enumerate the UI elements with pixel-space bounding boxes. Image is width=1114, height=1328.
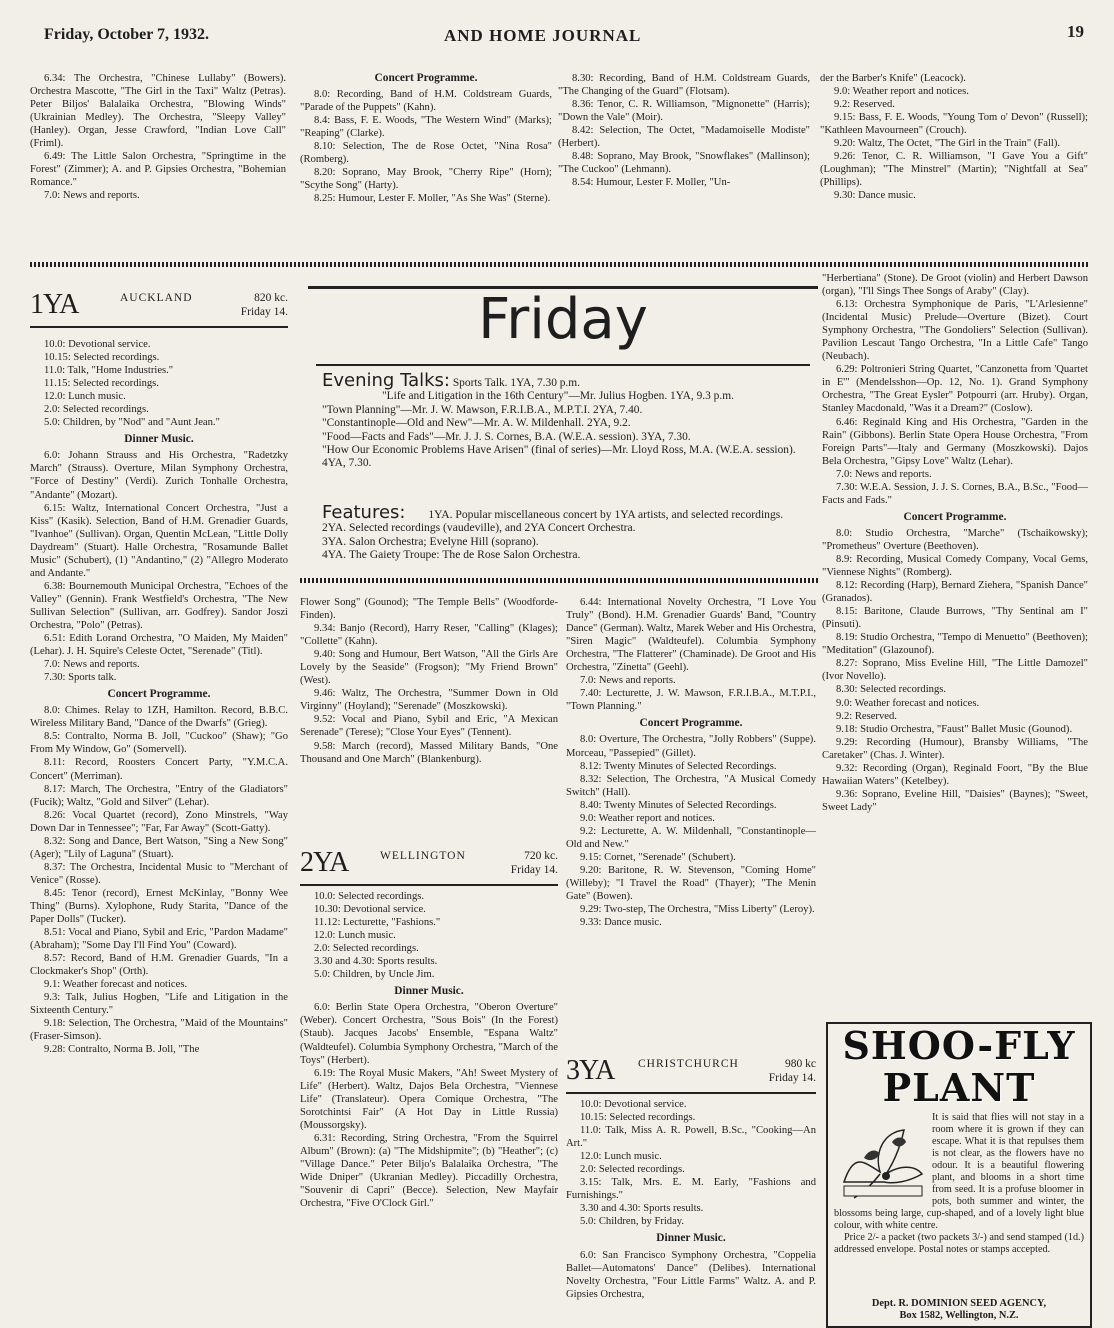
programme-item: 8.10: Selection, The de Rose Octet, "Nina Rosa" (Romberg). (300, 141, 552, 166)
programme-item: 9.58: March (record), Massed Military Bands, "One Thousand and One March" (Blankenburg). (300, 740, 558, 765)
programme-item: 5.0: Children, by Friday. (580, 1216, 685, 1228)
christchurch-continued-column (822, 272, 1088, 1016)
programme-item: 12.0: Lunch music. (314, 930, 396, 942)
programme-item: 8.19: Studio Orchestra, "Tempo di Menuetto" (Beethoven); "Meditation" (Glazounof). (822, 632, 1088, 657)
programme-item: 11.15: Selected recordings. (44, 378, 159, 390)
section-heading: Dinner Music. (124, 433, 194, 446)
programme-item: 9.28: Contralto, Norma B. Joll, "The (44, 1044, 200, 1056)
station-code: 2YA (300, 847, 349, 878)
dotted-divider (300, 578, 818, 583)
programme-item: 3.30 and 4.30: Sports results. (314, 956, 438, 968)
programme-item: 10.0: Devotional service. (580, 1099, 687, 1110)
feature-item: 1YA. Popular miscellaneous concert by 1YA artists, and selected recordings. (428, 508, 784, 521)
top-column-1 (30, 72, 286, 258)
programme-item: 6.31: Recording, String Orchestra, "From the Squirrel Album" (Brown): (a) "The Midshipmite"; (b) "Heather"; (c) "Village Dance." Peter Biljo's Balalaika Orchestra, "The Wide Dniper" (Ukranian Medley). Piccadilly Orchestra, "Souvenir di Capri" (Becce). Selection, New Mayfair Orchestra, "Five O'Clock Girl." (300, 1132, 558, 1210)
programme-item: 8.12: Recording (Harp), Bernard Ziehera, "Spanish Dance" (Granados). (822, 580, 1088, 605)
programme-item: 8.42: Selection, The Octet, "Madamoiselle Modiste" (Herbert). (558, 125, 810, 150)
programme-item: 8.57: Record, Band of H.M. Grenadier Guards, "In a Clockmaker's Shop" (Orth). (30, 953, 288, 978)
features-label: Features: (322, 502, 406, 523)
programme-item: 8.4: Bass, F. E. Woods, "The Western Wind" (Marks); "Reaping" (Clarke). (300, 115, 552, 140)
friday-title: Friday (478, 287, 648, 352)
section-heading: Concert Programme. (903, 510, 1007, 523)
section-heading: Concert Programme. (639, 717, 743, 730)
programme-item: 9.32: Recording (Organ), Reginald Foort, "By the Blue Hawaiian Waters" (Ketelbey). (822, 762, 1088, 787)
programme-item: 10.0: Selected recordings. (314, 891, 425, 902)
programme-item: 6.34: The Orchestra, "Chinese Lullaby" (Bowers). Orchestra Mascotte, "The Girl in the Taxi" Waltz (Petras). Peter Biljos' Balalaika Orchestra, "Blowing Winds" (Ukrainian Medley). The Orchestra, "Sleepy Valley" (Hanley). Organ, Jesse Crawford, "Indian Love Call" (Friml). (30, 73, 286, 150)
evening-talks-label: Evening Talks: (322, 370, 450, 391)
features (322, 502, 808, 562)
programme-item: 7.0: News and reports. (580, 675, 676, 687)
programme-item: 8.0: Recording, Band of H.M. Coldstream Guards, "Parade of the Puppets" (Kahn). (300, 89, 552, 114)
programme-item: 9.0: Weather report and notices. (580, 812, 715, 824)
programme-item: 5.0: Children, by "Nod" and "Aunt Jean." (44, 417, 220, 429)
flower-icon (834, 1112, 930, 1208)
advert-description: It is said that flies will not stay in a room where it is grown if they can escape. What it is that repulses them is not clear, as the flowers have no odour. It is a beautiful flowering plant, and blooms in a short time from seed. It is a profuse bloomer in pots, both summer and winter, the blossoms being large, cup-shaped, and of a lovely light blue colour, with white centre. (834, 1112, 1084, 1231)
station-header-2ya (300, 848, 558, 888)
section-heading: Dinner Music. (656, 1232, 726, 1245)
programme-item: 9.33: Dance music. (580, 917, 662, 929)
station-day: Friday 14. (510, 864, 558, 876)
programme-item: 9.2: Reserved. (834, 99, 895, 111)
programme-item: 9.30: Dance music. (834, 190, 916, 202)
programme-item: 10.30: Devotional service. (314, 904, 426, 916)
programme-item: 9.20: Waltz, The Octet, "The Girl in the Train" (Fall). (834, 138, 1061, 150)
advert-agency: Dept. R. DOMINION SEED AGENCY, (871, 1298, 1047, 1309)
programme-item: 8.12: Twenty Minutes of Selected Recordings. (580, 760, 777, 772)
advert-title: SHOO-FLY (842, 1023, 1076, 1068)
advert-footer (832, 1298, 1086, 1322)
programme-item: 8.27: Soprano, Miss Eveline Hill, "The Little Damozel" (Ivor Novello). (822, 658, 1088, 683)
programme-item: 8.26: Vocal Quartet (record), Zono Minstrels, "Way Down Dar in Tennessee"; "Far, Far Away" (Scott-Gatty). (30, 809, 288, 834)
programme-item: 7.40: Lecturette, J. W. Mawson, F.R.I.B.A., M.T.P.I., "Town Planning." (566, 688, 816, 713)
programme-item: 9.15: Bass, F. E. Woods, "Young Tom o' Devon" (Russell); "Kathleen Mavourneen" (Crouch). (820, 112, 1088, 137)
programme-item: 9.0: Weather report and notices. (834, 86, 969, 98)
programme-item: 9.29: Recording (Humour), Bransby Williams, "The Caretaker" (Chas. J. Winter). (822, 736, 1088, 761)
dotted-divider (30, 262, 1088, 267)
advert-body (834, 1112, 1084, 1256)
programme-item: 6.0: San Francisco Symphony Orchestra, "Coppelia Ballet—Automatons' Dance" (Delibes). International Novelty Orchestra, "Four Little Farms" Waltz. A. and P. Gipsies Orchestra, (566, 1249, 816, 1300)
programme-item: 6.44: International Novelty Orchestra, "I Love You Truly" (Bond). H.M. Grenadier Guards' Band, "Country Dance" (German). Waltz, Marek Weber and His Orchestra, "Siren Magic" (Waldteufel). Columbia Symphony Orchestra, "The Flatterer" (Chaminade). De Groot and His Orchestra, "Zinetta" (Geehl). (566, 597, 816, 674)
section-heading: Concert Programme. (374, 72, 478, 84)
programme-item: 9.29: Two-step, The Orchestra, "Miss Liberty" (Leroy). (580, 904, 815, 916)
section-heading: Dinner Music. (394, 985, 464, 998)
wellington-column (300, 890, 558, 1324)
talk-item: "Constantinople—Old and New"—Mr. A. W. Mildenhall. 2YA, 9.2. (322, 417, 631, 430)
friday-feature-box (308, 270, 818, 588)
programme-item: 8.30: Recording, Band of H.M. Coldstream Guards, "The Changing of the Guard" (Flotsam). (558, 73, 810, 98)
programme-item: 5.0: Children, by Uncle Jim. (314, 969, 435, 981)
programme-item: 8.36: Tenor, C. R. Williamson, "Mignonette" (Harris); "Down the Vale" (Moir). (558, 99, 810, 124)
station-day: Friday 14. (768, 1072, 816, 1084)
top-column-2 (300, 72, 552, 258)
programme-item: 7.30: W.E.A. Session, J. J. S. Cornes, B.A., B.Sc., "Food—Facts and Fads." (822, 481, 1088, 506)
programme-item: 11.0: Talk, Miss A. R. Powell, B.Sc., "Cooking—An Art." (566, 1125, 816, 1150)
programme-item: 9.18: Studio Orchestra, "Faust" Ballet Music (Gounod). (836, 723, 1073, 735)
programme-item: 8.11: Record, Roosters Concert Party, "Y.M.C.A. Concert" (Merriman). (30, 757, 288, 782)
talk-item: Sports Talk. 1YA, 7.30 p.m. (452, 377, 580, 389)
feature-item: 2YA. Selected recordings (vaudeville), and 2YA Concert Orchestra. (322, 521, 636, 535)
station-frequency: 720 kc. (524, 850, 558, 862)
programme-item: 8.40: Twenty Minutes of Selected Recordings. (580, 799, 777, 811)
programme-item: 8.0: Overture, The Orchestra, "Jolly Robbers" (Suppe). Morceau, "Passepied" (Gillet). (566, 734, 816, 759)
station-code: 1YA (30, 289, 79, 320)
programme-item: 9.2: Lecturette, A. W. Mildenhall, "Constantinople—Old and New." (566, 825, 816, 850)
programme-item: 8.45: Tenor (record), Ernest McKinlay, "Bonny Wee Thing" (Burns). Xylophone, Rudy Starita, "Dance of the Paper Dolls" (Tucker). (30, 887, 288, 926)
programme-item: 6.19: The Royal Music Makers, "Ah! Sweet Mystery of Life" (Herbert). Waltz, Dajos Bela Orchestra, "Viennese Life" (Translateur). Opera Comique Orchestra, "The Sorotchintsi Fair" (A Hot Day in Little Russia) (Moussorgsky). (300, 1067, 558, 1131)
station-frequency: 820 kc. (254, 292, 288, 304)
programme-item: 7.0: News and reports. (44, 190, 140, 202)
programme-item: 9.46: Waltz, The Orchestra, "Summer Down in Old Virginny" (Hoyland); "Serenade" (Moszkowski). (300, 688, 558, 713)
programme-item: 8.5: Contralto, Norma B. Joll, "Cuckoo" (Shaw); "Go From My Window, Go" (Somervell). (30, 731, 288, 756)
station-frequency: 980 kc (785, 1058, 816, 1070)
programme-item: 8.9: Recording, Musical Comedy Company, Vocal Gems, "Viennese Nights" (Romberg). (822, 553, 1088, 579)
programme-item: 9.36: Soprano, Eveline Hill, "Daisies" (Baynes); "Sweet, Sweet Lady" (822, 788, 1088, 813)
programme-item: 8.30: Selected recordings. (836, 684, 947, 696)
programme-item: 6.46: Reginald King and His Orchestra, "Garden in the Rain" (Gibbons). Berlin State Opera House Orchestra, "From Foreign Parts"—Italy and Germany (Moszkowski). Dajos Bela Orchestra, "Gipsy Love" Waltz (Lehar). (822, 416, 1088, 467)
station-city: WELLINGTON (380, 850, 466, 862)
talk-item: "Life and Litigation in the 16th Century"—Mr. Julius Hogben. 1YA, 9.3 p.m. (382, 390, 734, 403)
rule-line (300, 884, 558, 886)
programme-item: 9.15: Cornet, "Serenade" (Schubert). (580, 851, 736, 863)
programme-item: 8.48: Soprano, May Brook, "Snowflakes" (Mallinson); "The Cuckoo" (Lehmann). (558, 151, 810, 176)
issue-date: Friday, October 7, 1932. (44, 26, 210, 43)
advert-price: Price 2/- a packet (two packets 3/-) and send stamped (1d.) addressed envelope. Postal notes or stamps accepted. (834, 1232, 1084, 1255)
flower-illustration (834, 1112, 932, 1208)
programme-item: 8.15: Baritone, Claude Burrows, "Thy Sentinal am I" (Pinsuti). (822, 606, 1088, 631)
programme-item: 9.2: Reserved. (836, 710, 897, 722)
talk-item: "Town Planning"—Mr. J. W. Mawson, F.R.I.B.A., M.P.T.I. 2YA, 7.40. (322, 403, 643, 416)
feature-item: 3YA. Salon Orchestra; Evelyne Hill (soprano). (322, 534, 539, 548)
programme-item: 9.52: Vocal and Piano, Sybil and Eric, "A Mexican Serenade" (Terese); "Close Your Eyes" (Tennent). (300, 714, 558, 739)
programme-item: 8.32: Song and Dance, Bert Watson, "Sing a New Song" (Ager); "Lily of Laguna" (Stuart). (30, 835, 288, 860)
programme-item: 12.0: Lunch music. (580, 1151, 662, 1163)
shoo-fly-plant-advert (826, 1022, 1092, 1328)
top-column-3 (558, 72, 810, 258)
programme-item: 10.15: Selected recordings. (580, 1112, 696, 1124)
station-header-3ya (566, 1056, 816, 1096)
programme-item: 9.20: Baritone, R. W. Stevenson, "Coming Home" (Willeby); "I Travel the Road" (Thayer); "The Menin Gate" (Bowen). (566, 864, 816, 903)
programme-item: 7.0: News and reports. (836, 468, 932, 480)
programme-item: 8.17: March, The Orchestra, "Entry of the Gladiators" (Fucik); Waltz, "Gold and Silver" (Lehar). (30, 783, 288, 808)
programme-item: 7.0: News and reports. (44, 659, 140, 671)
rule-line (30, 326, 288, 328)
wellington-continued-column (566, 596, 816, 1036)
christchurch-column (566, 1098, 816, 1324)
programme-item: 9.1: Weather forecast and notices. (44, 979, 188, 991)
programme-item: 9.3: Talk, Julius Hogben, "Life and Litigation in the Sixteenth Century." (30, 992, 288, 1017)
programme-item: 8.0: Studio Orchestra, "Marche" (Tschaikowsky); "Prometheus" Overture (Beethoven). (822, 527, 1088, 552)
programme-item: der the Barber's Knife" (Leacock). (820, 73, 966, 84)
journal-title: AND HOME JOURNAL (444, 26, 642, 45)
programme-item: 10.15: Selected recordings. (44, 352, 160, 364)
programme-item: 11.0: Talk, "Home Industries." (44, 365, 174, 377)
station-city: CHRISTCHURCH (638, 1058, 739, 1070)
station-city: AUCKLAND (120, 292, 193, 304)
evening-talks (322, 370, 808, 471)
programme-item: 8.25: Humour, Lester F. Moller, "As She Was" (Sterne). (314, 193, 551, 205)
programme-item: 8.51: Vocal and Piano, Sybil and Eric, "Pardon Madame" (Abraham); "Some Day I'll Find You" (Coward). (30, 927, 288, 952)
rule-line (316, 364, 810, 366)
page-header (44, 22, 1084, 46)
advert-title: PLANT (882, 1065, 1036, 1110)
programme-item: 8.32: Selection, The Orchestra, "A Musical Comedy Switch" (Hall). (566, 773, 816, 798)
programme-item: 6.49: The Little Salon Orchestra, "Springtime in the Forest" (Zimmer); A. and P. Gipsies Orchestra, "Bohemian Romance." (30, 151, 286, 189)
programme-item: 6.13: Orchestra Symphonique de Paris, "L'Arlesienne" (Incidental Music) Prelude—Overture (Bizet). Court Symphony Orchestra, "The Gondoliers" Selection (Sullivan). Pavilion Lescaut Tango Orchestra, "In a Little Cafe" Tango (Neubach). (822, 299, 1088, 363)
programme-item: 9.34: Banjo (Record), Harry Reser, "Calling" (Klages); "Collette" (Kahn). (300, 623, 558, 648)
programme-item: 8.20: Soprano, May Brook, "Cherry Ripe" (Horn); "Scythe Song" (Harty). (300, 167, 552, 192)
programme-item: 2.0: Selected recordings. (580, 1164, 685, 1176)
programme-item: 12.0: Lunch music. (44, 391, 126, 403)
programme-item: "Herbertiana" (Stone). De Groot (violin) and Herbert Dawson (organ), "I'll Sings Thee Songs of Araby" (Clay). (822, 273, 1088, 298)
programme-item: 11.12: Lecturette, "Fashions." (314, 917, 441, 929)
programme-item: 6.29: Poltronieri String Quartet, "Canzonetta from 'Quartet in E'" (Mendelsshon—Op. 12, No. 1). Grand Symphony Orchestra, "The Great Eysler" Potpourri (arr. Hruby). Organ, Stanley Macdonald, "Was it a Dream?" (Coslow). (822, 364, 1088, 415)
programme-item: 2.0: Selected recordings. (44, 404, 149, 416)
rule-line (566, 1092, 816, 1094)
programme-item: 9.0: Weather forecast and notices. (836, 697, 980, 709)
page-number: 19 (1067, 22, 1084, 41)
programme-item: 3.15: Talk, Mrs. E. M. Early, "Fashions and Furnishings." (566, 1177, 816, 1202)
auckland-column (30, 338, 288, 1324)
talk-item: "Food—Facts and Fads"—Mr. J. J. S. Cornes, B.A. (W.E.A. session). 3YA, 7.30. (322, 430, 691, 443)
programme-item: 3.30 and 4.30: Sports results. (580, 1203, 704, 1215)
programme-item: 10.0: Devotional service. (44, 339, 151, 350)
programme-item: 6.51: Edith Lorand Orchestra, "O Maiden, My Maiden" (Lehar). J. H. Squire's Celeste Octet, "Serenade" (Titl). (30, 633, 288, 658)
programme-item: 2.0: Selected recordings. (314, 943, 419, 955)
programme-item: Flower Song" (Gounod); "The Temple Bells" (Woodforde-Finden). (300, 597, 558, 622)
top-column-4 (820, 72, 1088, 258)
programme-item: 6.38: Bournemouth Municipal Orchestra, "Echoes of the Valley" (Gennin). Frank Westfield's Orchestra, "The New Sullivan Selection" (Sullivan, arr. Godfrey). Sandor Joszi Orchestra, "Polo" (Petras). (30, 580, 288, 631)
programme-item: 6.0: Berlin State Opera Orchestra, "Oberon Overture" (Weber). Concert Orchestra, "Sous Bois" (In the Forest) (Staub). Jacques Jacobs' Ensemble, "Espana Waltz" (Waldteufel). Columbia Symphony Orchestra, "March of the Toys" (Herbert). (300, 1002, 558, 1066)
station-code: 3YA (566, 1055, 615, 1086)
talk-item: "How Our Economic Problems Have Arisen" (final of series)—Mr. Lloyd Ross, M.A. (W.E.A. session). 4YA, 7.30. (322, 444, 796, 470)
auckland-continued-column (300, 596, 558, 840)
programme-item: 9.26: Tenor, C. R. Williamson, "I Gave You a Gift" (Loughman); "The Minstrel" (Martin); "Nightfall at Sea" (Phillips). (820, 151, 1088, 189)
programme-item: 8.0: Chimes. Relay to 1ZH, Hamilton. Record, B.B.C. Wireless Military Band, "Dance of the Dwarfs" (Grieg). (30, 705, 288, 730)
programme-item: 6.0: Johann Strauss and His Orchestra, "Radetzky March" (Strauss). Overture, Milan Symphony Orchestra, "Force of Destiny" (Verdi). Zurich Tonhalle Orchestra, "Andante" (Mozart). (30, 450, 288, 501)
advert-address: Box 1582, Wellington, N.Z. (899, 1310, 1019, 1321)
programme-item: 9.40: Song and Humour, Bert Watson, "All the Girls Are Lovely by the Seaside" (Frogson); "My Friend Brown" (West). (300, 649, 558, 687)
section-heading: Concert Programme. (107, 688, 211, 701)
feature-item: 4YA. The Gaiety Troupe: The de Rose Salon Orchestra. (322, 548, 581, 562)
programme-item: 8.37: The Orchestra, Incidental Music to "Merchant of Venice" (Rosse). (30, 861, 288, 886)
station-header-1ya (30, 290, 288, 330)
programme-item: 6.15: Waltz, International Concert Orchestra, "Just a Kiss" (Kasik). Selection, Band of H.M. Grenadier Guards, "Ivanhoe" (Sullivan). Organ, Quentin McLean, "Little Dolly Daydream" (Stuart). Halle Orchestra, "Rosamunde Ballet Music" (Schubert), (1) "Andantino," (2) "Allegro Moderato and Andante." (30, 502, 288, 579)
programme-item: 9.18: Selection, The Orchestra, "Maid of the Mountains" (Fraser-Simson). (30, 1018, 288, 1043)
programme-item: 7.30: Sports talk. (44, 672, 117, 684)
programme-item: 8.54: Humour, Lester F. Moller, "Un- (572, 177, 731, 189)
station-day: Friday 14. (240, 306, 288, 318)
